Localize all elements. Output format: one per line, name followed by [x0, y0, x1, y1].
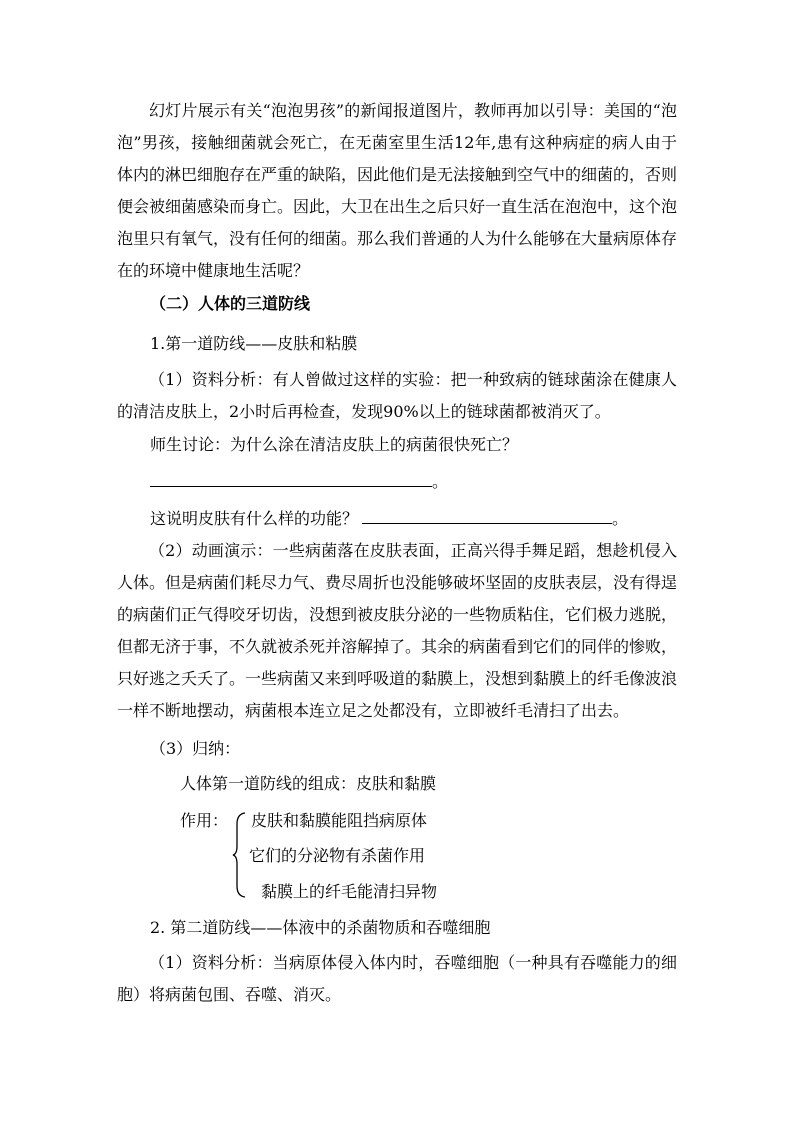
- second-line-title: 2. 第二道防线——体液中的杀菌物质和吞噬细胞: [150, 918, 491, 937]
- animation-paragraph: （2）动画演示：一些病菌落在皮肤表面，正高兴得手舞足蹈，想趁机侵入人体。但是病菌们耗尽力气、费尽周折也没能够破坏坚固的皮肤表层，没有得逞的病菌们正气得咬牙切齿，没想到被皮肤分泌的一些物质粘住，它们极力逃脱，但都无济于事，不久就被杀死并溶解掉了。其余的病菌看到它们的同伴的惨败，只好逃之夭夭了。一些病菌又来到呼吸道的黏膜上，没想到黏膜上的纤毛像波浪一样不断地摆动，病菌根本连立足之处都没有，立即被纤毛清扫了出去。: [117, 541, 678, 720]
- answer-blank-2[interactable]: [362, 509, 612, 524]
- answer-blank-2-end: 。: [612, 509, 629, 528]
- section-heading: （二）人体的三道防线: [150, 294, 311, 313]
- summary-label: （3）归纳：: [150, 739, 241, 758]
- first-line-material: （1）资料分析：有人曾做过这样的实验：把一种致病的链球菌涂在健康人的清洁皮肤上，2小时后再检查，发现90%以上的链球菌都被消灭了。: [117, 370, 677, 421]
- answer-blank-1[interactable]: [150, 472, 432, 487]
- curly-brace-icon: [232, 812, 246, 898]
- answer-blank-1-end: 。: [432, 472, 449, 491]
- function-question: 这说明皮肤有什么样的功能？: [150, 509, 359, 528]
- function-question-row: [150, 508, 628, 530]
- second-line-material: （1）资料分析：当病原体侵入体内时，吞噬细胞（一种具有吞噬能力的细胞）将病菌包围、吞噬、消灭。: [117, 953, 677, 1004]
- function-item-1: 皮肤和黏膜能阻挡病原体: [251, 811, 428, 830]
- composition-text: 人体第一道防线的组成：皮肤和黏膜: [180, 774, 437, 793]
- discussion-question: 师生讨论：为什么涂在清洁皮肤上的病菌很快死亡？: [150, 435, 519, 454]
- answer-blank-1-row: [150, 471, 448, 493]
- first-line-title: 1.第一道防线——皮肤和粘膜: [150, 334, 358, 353]
- intro-paragraph: 幻灯片展示有关“泡泡男孩”的新闻报道图片，教师再加以引导：美国的“泡泡”男孩，接触细菌就会死亡，在无菌室里生活12年,患有这种病症的病人由于体内的淋巴细胞存在严重的缺陷，因此他们是无法接触到空气中的细菌的，否则便会被细菌感染而身亡。因此，大卫在出生之后只好一直生活在泡泡中，这个泡泡里只有氧气，没有任何的细菌。那么我们普通的人为什么能够在大量病原体存在的环境中健康地生活呢？: [117, 101, 678, 280]
- function-item-3: 黏膜上的纤毛能清扫异物: [261, 882, 438, 901]
- function-label: 作用：: [180, 811, 229, 830]
- function-item-2: 它们的分泌物有杀菌作用: [249, 846, 426, 865]
